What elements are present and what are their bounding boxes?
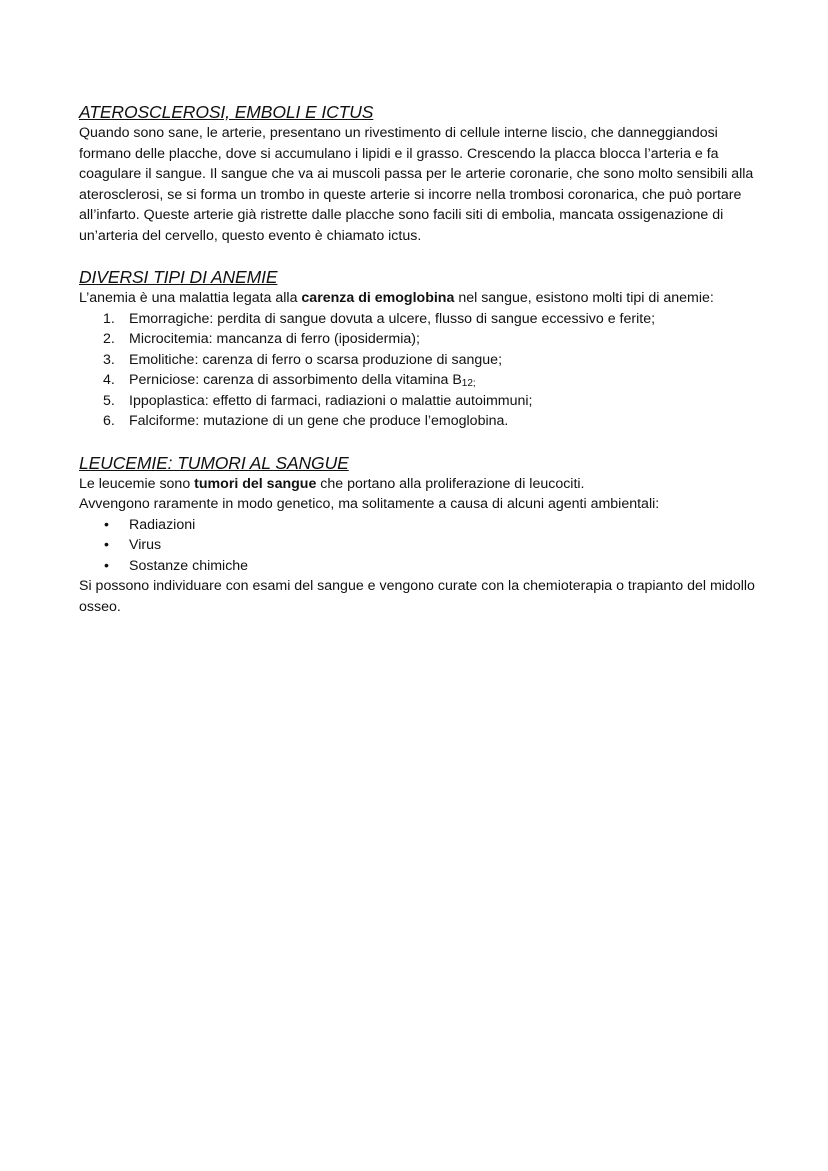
list-item [79,370,759,391]
paragraph-leucemie-closing: Si possono individuare con esami del sangue e vengono curate con la chemioterapia o trapianto del midollo osseo. [79,578,755,615]
document-page [79,101,759,637]
list-item [79,411,759,432]
paragraph-aterosclerosi: Quando sono sane, le arterie, presentano un rivestimento di cellule interne liscio, che danneggiandosi formano delle placche, dove si accumulano i lipidi e il grasso. Crescendo la placca blocca l’arteria e fa coagulare il sangue. Il sangue che va ai muscoli passa per le arterie coronarie, che sono molto sensibili alla aterosclerosi, se si forma un trombo in queste arterie si incorre nella trombosi coronarica, che può portare all’infarto. Queste arterie già ristrette dalle placche sono facili siti di embolia, mancata ossigenazione di un’arteria del cervello, questo evento è chiamato ictus. [79,125,754,244]
leucemie-agents-list [79,515,759,577]
list-item-text: Emorragiche: perdita di sangue dovuta a ulcere, flusso di sangue eccessivo e ferite; [129,310,656,327]
anemie-list [79,309,759,432]
intro-text-end: nel sangue, esistono molti tipi di anemie: [454,290,714,306]
intro-bold-text: carenza di emoglobina [301,290,455,306]
bullet-icon: • [104,537,109,553]
list-item [79,329,759,350]
list-number: 4. [103,372,115,388]
heading-aterosclerosi: ATEROSCLEROSI, EMBOLI E ICTUS [79,102,374,122]
intro-text: L’anemia è una malattia legata alla [79,290,302,306]
list-item [79,556,759,577]
section-leucemie [79,452,759,618]
bullet-icon: • [104,557,109,574]
heading-anemie: DIVERSI TIPI DI ANEMIE [79,267,278,287]
section-anemie [79,266,759,432]
list-number: 1. [103,310,115,327]
list-item [79,391,759,412]
list-item [79,515,759,536]
leucemie-bold-text: tumori del sangue [194,475,317,492]
paragraph-leucemie-1 [79,474,759,495]
subscript-text: 12; [461,378,476,389]
leucemie-text-end: che portano alla proliferazione di leucociti. [316,475,585,492]
list-number: 3. [103,351,115,368]
list-item-text: Sostanze chimiche [129,557,249,574]
leucemie-text: Le leucemie sono [79,475,195,492]
list-item-text: Emolitiche: carenza di ferro o scarsa produzione di sangue; [129,351,503,368]
list-item [79,350,759,371]
list-number: 6. [103,413,115,429]
heading-leucemie: LEUCEMIE: TUMORI AL SANGUE [79,452,349,473]
paragraph-anemie-intro [79,288,759,309]
list-number: 2. [103,331,115,347]
bullet-icon: • [104,516,109,533]
list-item-text: Virus [129,537,162,553]
list-number: 5. [103,392,115,409]
paragraph-leucemie-2: Avvengono raramente in modo genetico, ma solitamente a causa di alcuni agenti ambientali: [79,496,660,512]
list-item [79,309,759,330]
list-item-text: Microcitemia: mancanza di ferro (iposidermia); [129,331,420,347]
list-item-text: Perniciose: carenza di assorbimento della vitamina B [129,372,462,388]
section-aterosclerosi [79,101,759,246]
list-item-text: Radiazioni [129,516,196,533]
list-item [79,535,759,556]
list-item-text: Falciforme: mutazione di un gene che produce l’emoglobina. [129,413,509,429]
list-item-text: Ippoplastica: effetto di farmaci, radiazioni o malattie autoimmuni; [129,392,533,409]
